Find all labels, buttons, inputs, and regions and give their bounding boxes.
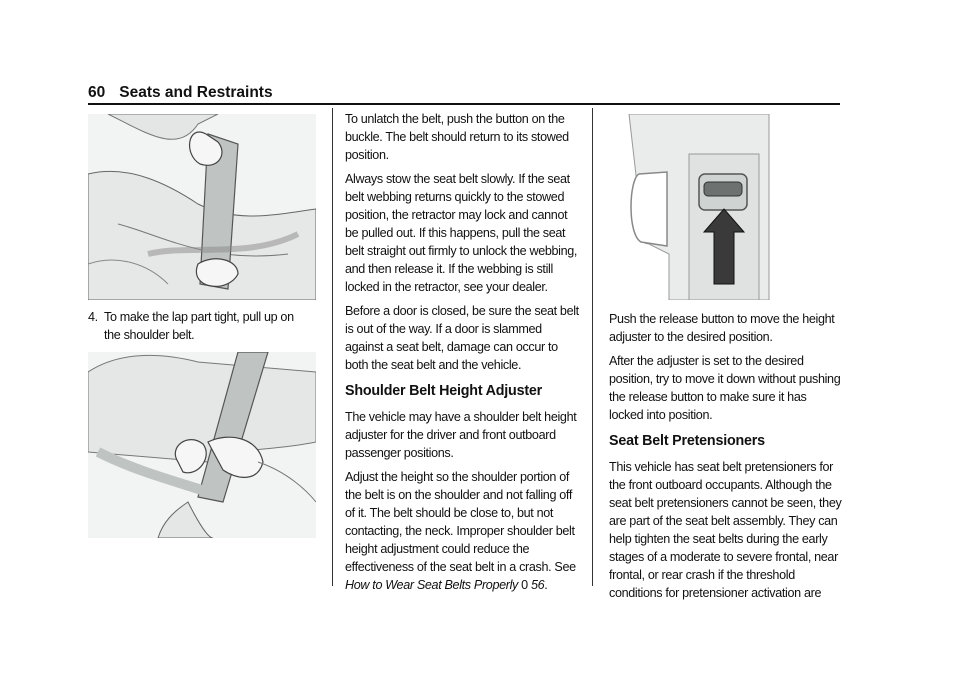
- adjust-height-text: Adjust the height so the shoulder portion of the belt is on the shoulder and not falling off of it. The belt should be close to, but not contacting, the neck. Improper shoulder belt height adjustment could reduce the effectiveness of the seat belt in a crash. See: [345, 470, 576, 574]
- paragraph-unlatch: To unlatch the belt, push the button on the buckle. The belt should return to its stowed position.: [345, 112, 569, 162]
- heading-pretensioners: Seat Belt Pretensioners: [609, 433, 765, 449]
- lap-belt-drawing: [88, 114, 316, 300]
- paragraph-adjust-height: [345, 468, 579, 594]
- page-ref-symbol: 0: [521, 578, 528, 592]
- page-number: 60: [88, 84, 106, 101]
- step-4-number: 4.: [88, 310, 98, 324]
- height-adjuster-illustration: [609, 114, 805, 300]
- paragraph-after-adjust: After the adjuster is set to the desired position, try to move it down without pushing the release button to make sure it has locked into position.: [609, 354, 841, 422]
- paragraph-push-release: Push the release button to move the height adjuster to the desired position.: [609, 312, 835, 344]
- cross-reference-link[interactable]: How to Wear Seat Belts Properly: [345, 578, 519, 592]
- step-4-text: To make the lap part tight, pull up on the shoulder belt.: [104, 310, 294, 342]
- column-divider-2: [592, 108, 593, 586]
- step-4: [88, 308, 316, 344]
- column-3-text: [609, 310, 843, 608]
- shoulder-belt-illustration: [88, 352, 316, 538]
- shoulder-belt-drawing: [88, 352, 316, 538]
- section-title: Seats and Restraints: [119, 84, 273, 101]
- page-header: [88, 84, 273, 102]
- paragraph-adjuster-intro: The vehicle may have a shoulder belt height adjuster for the driver and front outboard passenger positions.: [345, 410, 577, 460]
- column-divider-1: [332, 108, 333, 586]
- paragraph-stow: Always stow the seat belt slowly. If the seat belt webbing returns quickly to the stowed position, the retractor may lock and cannot be pulled out. If this happens, pull the seat belt straight out firmly to unlock the webbing, and then release it. If the webbing is still locked in the retractor, see your dealer.: [345, 172, 578, 294]
- heading-height-adjuster: Shoulder Belt Height Adjuster: [345, 383, 543, 399]
- column-1-text: [88, 308, 316, 344]
- cross-reference-page[interactable]: 56: [530, 578, 545, 592]
- height-adjuster-drawing: [609, 114, 805, 300]
- paragraph-door: Before a door is closed, be sure the seat belt is out of the way. If a door is slammed against a seat belt, damage can occur to both the seat belt and the vehicle.: [345, 304, 579, 372]
- column-2-text: [345, 110, 579, 600]
- cross-reference-period: .: [544, 578, 548, 592]
- paragraph-pretensioners: This vehicle has seat belt pretensioners for the front outboard occupants. Although the seat belt pretensioners cannot be seen, they are part of the seat belt assembly. They can help tighten the seat belts during the early stages of a moderate to severe frontal, near frontal, or rear crash if the threshold conditions for pretensioner activation are: [609, 460, 842, 600]
- lap-belt-illustration: [88, 114, 316, 300]
- header-rule: [88, 103, 840, 105]
